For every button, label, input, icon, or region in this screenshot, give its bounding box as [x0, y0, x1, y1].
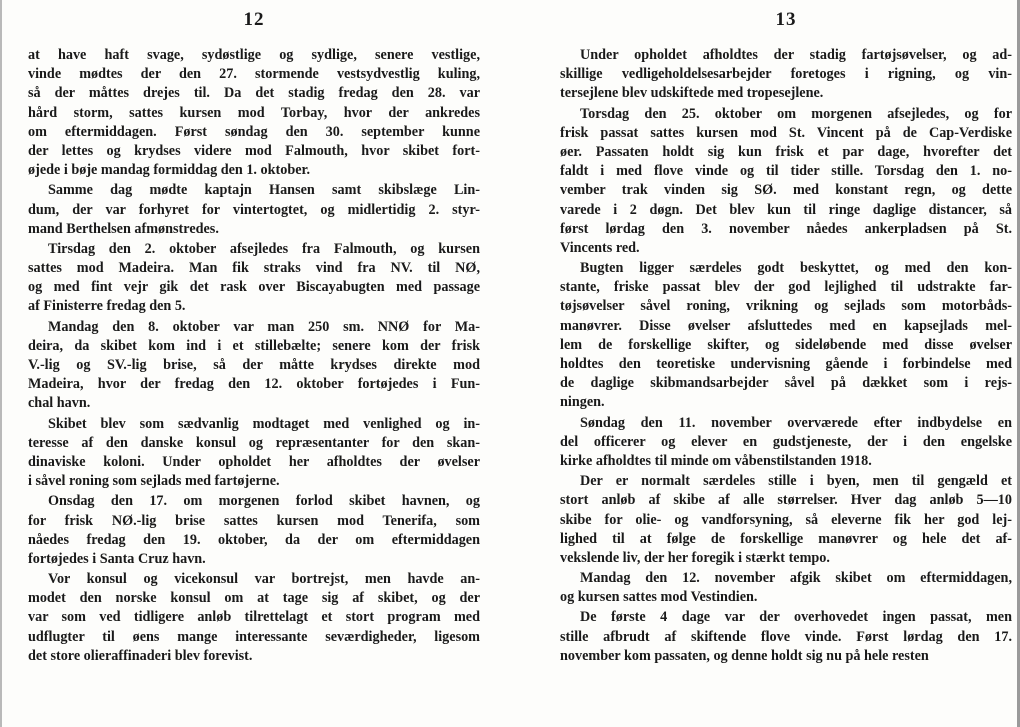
text-line: holdtes den teoretiske undervisning gående i forbindelse med [560, 356, 1012, 372]
text-line: Under opholdet afholdtes der stadig fartøjsøvelser, og ad- [580, 47, 1012, 63]
text-line: chal havn. [28, 395, 91, 412]
text-line: frisk passat sattes kursen mod St. Vincent på de Cap-Verdiske [560, 124, 1012, 141]
text-line: var som ved tidligere anløb tilrettelagt et stort program med [28, 609, 480, 626]
text-line: V.-lig og SV.-lig brise, så der måtte krydses direkte mod [28, 357, 480, 373]
paragraph [560, 105, 1012, 259]
paragraph [560, 472, 1012, 568]
text-line: og med fint vejr gik det rask over Biscayabugten med passage [28, 279, 480, 296]
text-line: vekslende liv, der her foregik i stærkt tempo. [560, 549, 830, 566]
page-number: 13 [775, 9, 797, 30]
paragraph [28, 240, 480, 317]
text-line: for frisk NØ.-lig brise sattes kursen mod Tenerifa, som [28, 512, 480, 529]
text-line: dinaviske koloni. Under opholdet her afholdtes der øvelser [28, 453, 480, 470]
text-line: at have haft svage, sydøstlige og sydlige, senere vestlige, [28, 47, 480, 63]
text-line: del officerer og elever en gudstjeneste, der i den engelske [560, 433, 1012, 450]
paragraph [28, 570, 480, 666]
text-line: tersejlene blev udskiftede med tropesejlene. [560, 85, 824, 102]
text-line: skibe for olie- og vandforsyning, så eleverne fik her god lej- [560, 511, 1012, 528]
text-line: så der måttes drejes til. Da det stadig fredag den 28. var [28, 85, 480, 102]
text-line: vinde mødtes der den 27. stormende vestsydvestlig kuling, [28, 66, 480, 83]
text-line: fortøjedes i Santa Cruz havn. [28, 550, 206, 567]
text-line: Der er normalt særdeles stille i byen, men til gengæld et [580, 473, 1012, 490]
text-line: Madeira, hvor der fredag den 12. oktober fortøjedes i Fun- [28, 376, 480, 393]
paragraph [28, 318, 480, 414]
text-line: november kom passaten, og denne holdt sig nu på hele resten [560, 647, 929, 664]
scan-border-left [0, 0, 2, 727]
page-number: 12 [243, 9, 265, 30]
text-line: faldt i med flove vinde og til tider stille. Torsdag den 1. no- [560, 163, 1012, 180]
paragraph [28, 46, 480, 180]
text-line: øjede i bøje mandag formiddag den 1. oktober. [28, 162, 311, 179]
text-line: Vincents red. [560, 239, 640, 256]
text-line: udflugter til øens mange interessante seværdigheder, ligesom [28, 628, 480, 645]
text-line: af Finisterre fredag den 5. [28, 298, 186, 315]
paragraph [28, 492, 480, 569]
text-line: om eftermiddagen. Først søndag den 30. september kunne [28, 123, 480, 140]
text-line: skillige vedligeholdelsesarbejder foretoges i rigning, og vin- [560, 66, 1012, 83]
paragraph [560, 569, 1012, 607]
text-line: stante, friske passat blev der god lejlighed til udstrakte far- [560, 279, 1012, 296]
text-line: teresse af den danske konsul og repræsentanter for den skan- [28, 434, 480, 451]
text-line: Samme dag mødte kaptajn Hansen samt skibslæge Lin- [48, 182, 480, 199]
paragraph [560, 414, 1012, 472]
text-line: og kursen sattes mod Vestindien. [560, 589, 758, 606]
text-line: Bugten ligger særdeles godt beskyttet, og med den kon- [580, 260, 1012, 277]
text-line: Tirsdag den 2. oktober afsejledes fra Falmouth, og kursen [48, 240, 480, 257]
text-line: Torsdag den 25. oktober om morgenen afsejledes, og for [580, 105, 1012, 122]
page-body-text [560, 46, 1012, 667]
text-line: lem de forskellige skifter, og sideløbende med disse øvelser [560, 336, 1012, 353]
paragraph [560, 608, 1012, 666]
text-line: manøvrer. Disse øvelser afsluttedes med en kapsejlads mel- [560, 317, 1012, 334]
text-line: vember trak vinden sig SØ. med konstant regn, og dette [560, 182, 1012, 199]
text-line: De første 4 dage var der overhovedet ingen passat, men [580, 609, 1012, 626]
right-page [560, 0, 1012, 727]
left-page [28, 0, 480, 727]
text-line: ningen. [560, 394, 605, 411]
text-line: hård storm, sattes kursen mod Torbay, hvor der ankredes [28, 104, 480, 121]
text-line: Mandag den 8. oktober var man 250 sm. NNØ for Ma- [48, 318, 480, 335]
text-line: Skibet blev som sædvanlig modtaget med venlighed og in- [48, 415, 480, 432]
paragraph [560, 46, 1012, 104]
text-line: der lettes og krydses videre mod Falmouth, hvor skibet fort- [28, 142, 480, 159]
text-line: Vor konsul og vicekonsul var bortrejst, men havde an- [48, 571, 480, 588]
text-line: Søndag den 11. november overværede efter indbydelse en [580, 414, 1012, 431]
text-line: modet den norske konsul om at tage sig af skibet, og der [28, 590, 480, 607]
text-line: mand Berthelsen afmønstredes. [28, 220, 219, 237]
text-line: nåedes fredag den 19. oktober, da der om eftermiddagen [28, 531, 480, 548]
text-line: Mandag den 12. november afgik skibet om eftermiddagen, [580, 570, 1012, 587]
text-line: deira, da skibet kom ind i et stillebælte; senere kom der frisk [28, 337, 480, 354]
text-line: Onsdag den 17. om morgenen forlod skibet havnen, og [48, 493, 480, 510]
page-body-text [28, 46, 480, 667]
text-line: kirke afholdtes til minde om våbenstilstanden 1918. [560, 452, 872, 469]
paragraph [28, 415, 480, 492]
text-line: i såvel roning som sejlads med fartøjerne. [28, 473, 280, 490]
text-line: de daglige skibmandsarbejder såvel på dækket som i rejs- [560, 375, 1012, 392]
text-line: først lørdag den 3. november nåedes ankerpladsen på St. [560, 220, 1012, 237]
text-line: øer. Passaten holdt sig kun frisk et par dage, hvorefter det [560, 143, 1012, 160]
text-line: stille afbrudt af skiftende flove vinde. Først lørdag den 17. [560, 628, 1012, 645]
text-line: stort anløb af skibe af alle størrelser. Hver dag anløb 5—10 [560, 492, 1012, 509]
text-line: varede i 2 døgn. Det blev kun til ringe daglige distancer, så [560, 201, 1012, 218]
text-line: sattes mod Madeira. Man fik straks vind fra NV. til NØ, [28, 260, 480, 277]
text-line: tøjsøvelser såvel roning, vrikning og sejlads som motorbåds- [560, 298, 1012, 315]
paragraph [28, 181, 480, 239]
text-line: lighed til at følge de forskellige manøvrer og hele det af- [560, 530, 1012, 547]
paragraph [560, 259, 1012, 413]
text-line: det store olieraffinaderi blev forevist. [28, 647, 253, 664]
text-line: dum, der var forhyret for vintertogtet, og midlertidig 2. styr- [28, 201, 480, 218]
